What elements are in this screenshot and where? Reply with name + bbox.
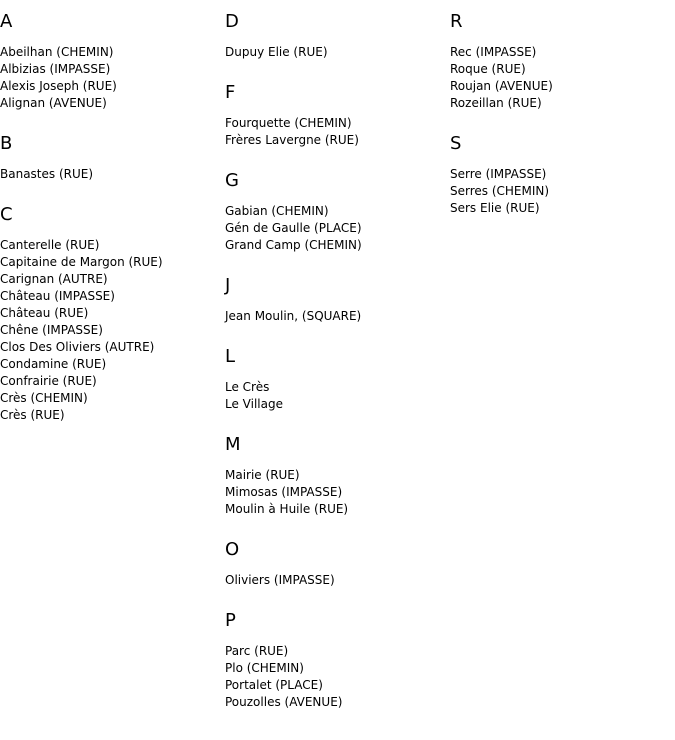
index-column-3 bbox=[450, 10, 675, 237]
street-link[interactable]: Le Crès bbox=[225, 380, 270, 394]
street-link[interactable]: Condamine (RUE) bbox=[0, 357, 107, 371]
street-link[interactable]: Frères Lavergne (RUE) bbox=[225, 133, 359, 147]
street-link[interactable]: Mimosas (IMPASSE) bbox=[225, 485, 343, 499]
street-link[interactable]: Albizias (IMPASSE) bbox=[0, 62, 111, 76]
street-list bbox=[0, 237, 225, 424]
street-link[interactable]: Oliviers (IMPASSE) bbox=[225, 573, 335, 587]
street-link[interactable]: Jean Moulin, (SQUARE) bbox=[225, 309, 362, 323]
street-link[interactable]: Alexis Joseph (RUE) bbox=[0, 79, 117, 93]
street-link[interactable]: Portalet (PLACE) bbox=[225, 678, 323, 692]
street-link[interactable]: Moulin à Huile (RUE) bbox=[225, 502, 349, 516]
street-link[interactable]: Serre (IMPASSE) bbox=[450, 167, 547, 181]
street-link[interactable]: Alignan (AVENUE) bbox=[0, 96, 107, 110]
letter-heading: B bbox=[0, 133, 13, 154]
street-link[interactable]: Carignan (AUTRE) bbox=[0, 272, 108, 286]
street-list bbox=[225, 572, 450, 589]
letter-group bbox=[225, 433, 450, 518]
letter-group bbox=[0, 203, 225, 424]
street-link[interactable]: Gabian (CHEMIN) bbox=[225, 204, 329, 218]
street-link[interactable]: Château (RUE) bbox=[0, 306, 89, 320]
street-link[interactable]: Le Village bbox=[225, 397, 283, 411]
street-link[interactable]: Clos Des Oliviers (AUTRE) bbox=[0, 340, 155, 354]
street-list bbox=[0, 44, 225, 112]
street-link[interactable]: Capitaine de Margon (RUE) bbox=[0, 255, 163, 269]
letter-heading: S bbox=[450, 133, 462, 154]
street-list bbox=[450, 44, 675, 112]
letter-heading: L bbox=[225, 346, 236, 367]
letter-heading: F bbox=[225, 82, 236, 103]
street-list bbox=[225, 467, 450, 518]
index-column-1 bbox=[0, 10, 225, 444]
street-link[interactable]: Gén de Gaulle (PLACE) bbox=[225, 221, 362, 235]
letter-heading: G bbox=[225, 170, 239, 191]
street-list bbox=[450, 166, 675, 217]
letter-heading: P bbox=[225, 610, 236, 631]
letter-heading: A bbox=[0, 11, 13, 32]
street-link[interactable]: Rec (IMPASSE) bbox=[450, 45, 537, 59]
street-link[interactable]: Rozeillan (RUE) bbox=[450, 96, 542, 110]
street-link[interactable]: Roujan (AVENUE) bbox=[450, 79, 553, 93]
letter-group bbox=[450, 10, 675, 112]
letter-group bbox=[225, 609, 450, 711]
street-link[interactable]: Abeilhan (CHEMIN) bbox=[0, 45, 114, 59]
street-list bbox=[225, 643, 450, 711]
letter-heading: M bbox=[225, 434, 241, 455]
index-column-2 bbox=[225, 10, 450, 731]
street-list bbox=[225, 44, 450, 61]
letter-heading: D bbox=[225, 11, 239, 32]
letter-group bbox=[225, 10, 450, 61]
street-link[interactable]: Chêne (IMPASSE) bbox=[0, 323, 103, 337]
street-link[interactable]: Plo (CHEMIN) bbox=[225, 661, 304, 675]
letter-group bbox=[450, 132, 675, 217]
street-list bbox=[225, 308, 450, 325]
letter-group bbox=[225, 274, 450, 325]
letter-heading: R bbox=[450, 11, 463, 32]
street-list bbox=[0, 166, 225, 183]
letter-group bbox=[225, 345, 450, 413]
street-list bbox=[225, 115, 450, 149]
street-list bbox=[225, 379, 450, 413]
street-link[interactable]: Crès (CHEMIN) bbox=[0, 391, 88, 405]
letter-group bbox=[225, 81, 450, 149]
street-link[interactable]: Mairie (RUE) bbox=[225, 468, 300, 482]
street-link[interactable]: Canterelle (RUE) bbox=[0, 238, 100, 252]
street-link[interactable]: Confrairie (RUE) bbox=[0, 374, 97, 388]
street-link[interactable]: Parc (RUE) bbox=[225, 644, 289, 658]
street-link[interactable]: Banastes (RUE) bbox=[0, 167, 94, 181]
street-link[interactable]: Roque (RUE) bbox=[450, 62, 526, 76]
street-link[interactable]: Pouzolles (AVENUE) bbox=[225, 695, 343, 709]
letter-group bbox=[225, 538, 450, 589]
street-link[interactable]: Fourquette (CHEMIN) bbox=[225, 116, 352, 130]
letter-group bbox=[225, 169, 450, 254]
letter-heading: C bbox=[0, 204, 13, 225]
street-link[interactable]: Château (IMPASSE) bbox=[0, 289, 115, 303]
street-link[interactable]: Grand Camp (CHEMIN) bbox=[225, 238, 362, 252]
street-link[interactable]: Sers Elie (RUE) bbox=[450, 201, 540, 215]
letter-heading: J bbox=[225, 275, 231, 296]
letter-heading: O bbox=[225, 539, 240, 560]
street-list bbox=[225, 203, 450, 254]
letter-group bbox=[0, 132, 225, 183]
street-link[interactable]: Crès (RUE) bbox=[0, 408, 65, 422]
letter-group bbox=[0, 10, 225, 112]
street-link[interactable]: Serres (CHEMIN) bbox=[450, 184, 550, 198]
street-link[interactable]: Dupuy Elie (RUE) bbox=[225, 45, 328, 59]
